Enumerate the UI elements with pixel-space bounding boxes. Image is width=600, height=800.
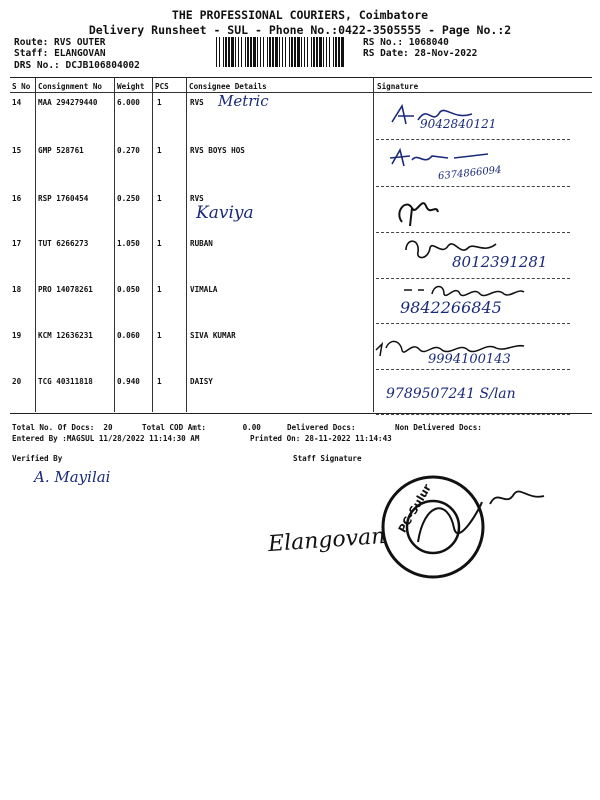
row-consignee: RVS BOYS HOS [190, 146, 245, 155]
company-title: THE PROFESSIONAL COURIERS, Coimbatore [171, 8, 429, 22]
header-separator [10, 92, 592, 93]
signature-rule [376, 186, 570, 187]
row-pcs: 1 [157, 194, 162, 203]
row-consignee: RVS [190, 194, 204, 203]
column-divider [35, 78, 36, 412]
col-header-pcs: PCS [155, 82, 169, 91]
row-pcs: 1 [157, 146, 162, 155]
total-cod: Total COD Amt: 0.00 [142, 423, 261, 432]
row-weight: 6.000 [117, 98, 140, 107]
printed-on: Printed On: 28-11-2022 11:14:43 [250, 434, 392, 443]
row-weight: 1.050 [117, 239, 140, 248]
stamp-signature-scribble [488, 484, 548, 514]
rs-number: RS No.: 1068040 [363, 37, 449, 48]
signature-rule [376, 323, 570, 324]
row-consignee: RUBAN [190, 239, 213, 248]
handwritten-phone: 9842266845 [400, 298, 502, 317]
delivered-docs: Delivered Docs: [287, 423, 356, 432]
staff-signature: Elangovan [267, 523, 387, 558]
row-sno: 17 [12, 239, 22, 248]
row-consignment: TUT 6266273 [38, 239, 89, 248]
total-docs: Total No. Of Docs: 20 [12, 423, 113, 432]
row-consignment: GMP 528761 [38, 146, 84, 155]
rs-date: RS Date: 28-Nov-2022 [363, 48, 478, 59]
row-pcs: 1 [157, 285, 162, 294]
column-divider [373, 78, 374, 412]
row-pcs: 1 [157, 331, 162, 340]
row-pcs: 1 [157, 98, 162, 107]
row-sno: 14 [12, 98, 22, 107]
row-consignment: RSP 1760454 [38, 194, 89, 203]
route-label: Route: RVS OUTER [14, 37, 106, 48]
column-divider [114, 78, 115, 412]
column-divider [152, 78, 153, 412]
handwritten-phone: 9994100143 [428, 352, 511, 367]
row-consignment: TCG 40311818 [38, 377, 93, 386]
row-weight: 0.060 [117, 331, 140, 340]
signature-scribble [388, 146, 498, 172]
verified-by-label: Verified By [12, 454, 63, 463]
col-header-consignee: Consignee Details [189, 82, 267, 91]
row-consignee: DAISY [190, 377, 213, 386]
handwritten-phone: 8012391281 [452, 253, 548, 271]
row-pcs: 1 [157, 377, 162, 386]
row-sno: 19 [12, 331, 22, 340]
staff-label: Staff: [14, 48, 49, 59]
handwritten-phone: 9042840121 [420, 117, 497, 131]
col-header-sno: S No [12, 82, 31, 91]
col-header-weight: Weight [117, 82, 145, 91]
row-sno: 18 [12, 285, 22, 294]
signature-rule [376, 139, 570, 140]
non-delivered-docs: Non Delivered Docs: [395, 423, 482, 432]
row-sno: 15 [12, 146, 22, 155]
row-weight: 0.050 [117, 285, 140, 294]
row-consignment: PRO 14078261 [38, 285, 93, 294]
row-consignee: VIMALA [190, 285, 218, 294]
signature-rule [376, 278, 570, 279]
handwritten-receiver-name: Metric [218, 92, 269, 110]
column-divider [186, 78, 187, 412]
runsheet-subtitle: Delivery Runsheet - SUL - Phone No.:0422-3505555 - Page No.:2 [88, 23, 512, 37]
signature-rule [376, 369, 570, 370]
stamp-text: PC-Sulur [395, 481, 434, 536]
col-header-consignment: Consignment No [38, 82, 103, 91]
signature-scribble [388, 100, 478, 130]
handwritten-receiver-name: Kaviya [196, 203, 254, 223]
staff-signature-label: Staff Signature [293, 454, 362, 463]
signature-rule [376, 414, 570, 415]
row-pcs: 1 [157, 239, 162, 248]
row-consignment: MAA 294279440 [38, 98, 98, 107]
row-consignee: SIVA KUMAR [190, 331, 236, 340]
row-weight: 0.270 [117, 146, 140, 155]
signature-scribble [392, 192, 442, 228]
verifier-signature: A. Mayilai [34, 468, 111, 486]
signature-rule [376, 232, 570, 233]
col-header-signature: Signature [377, 82, 419, 91]
table-bottom-border [10, 413, 592, 414]
row-sno: 20 [12, 377, 22, 386]
row-weight: 0.940 [117, 377, 140, 386]
barcode [216, 37, 344, 67]
stamp [378, 472, 488, 582]
handwritten-phone: 9789507241 S/lan [386, 386, 516, 402]
drs-label: DRS No.: [14, 60, 60, 71]
entered-by: Entered By :MAGSUL 11/28/2022 11:14:30 AM [12, 434, 200, 443]
table-top-border [10, 77, 592, 78]
drs-line [14, 60, 140, 71]
staff-name: ELANGOVAN [54, 48, 106, 59]
handwritten-phone: 6374866094 [437, 164, 503, 183]
row-sno: 16 [12, 194, 22, 203]
row-consignment: KCM 12636231 [38, 331, 93, 340]
staff-line [14, 48, 106, 59]
row-weight: 0.250 [117, 194, 140, 203]
drs-number: DCJB106804002 [65, 60, 140, 71]
row-consignee: RVS [190, 98, 204, 107]
